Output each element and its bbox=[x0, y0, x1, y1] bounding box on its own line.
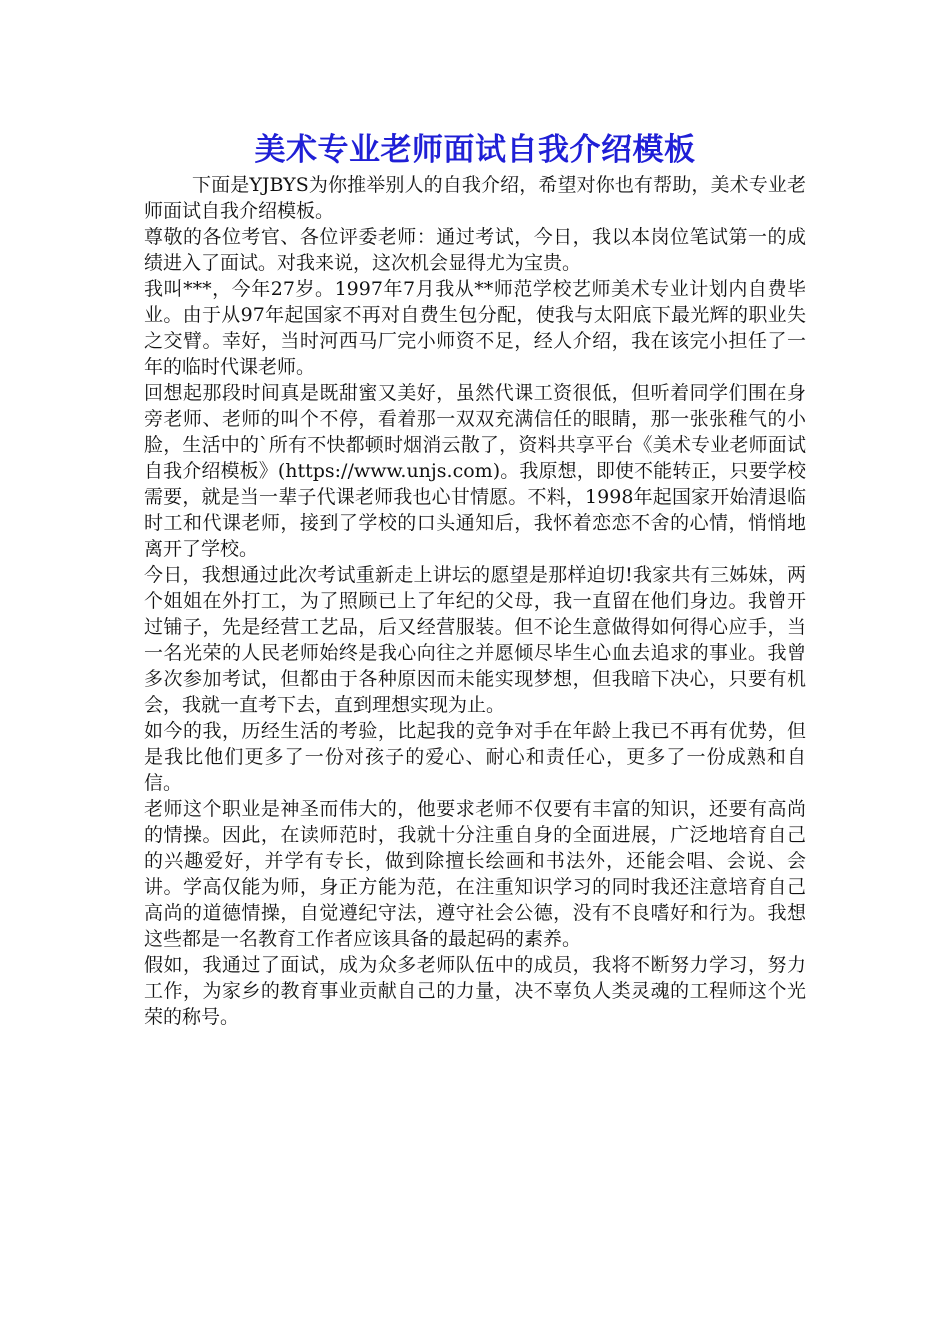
paragraph-greeting: 尊敬的各位考官、各位评委老师：通过考试，今日，我以本岗位笔试第一的成绩进入了面试。对我来说，这次机会显得尤为宝贵。 bbox=[144, 226, 806, 274]
document-content bbox=[144, 128, 806, 1030]
paragraph-background: 我叫***，今年27岁。1997年7月我从**师范学校艺师美术专业计划内自费毕业。由于从97年起国家不再对自费生包分配，使我与太阳底下最光辉的职业失之交臂。幸好，当时河西马厂完小师资不足，经人介绍，我在该完小担任了一年的临时代课老师。 bbox=[144, 278, 806, 378]
paragraph-present: 如今的我，历经生活的考验，比起我的竞争对手在年龄上我已不再有优势，但是我比他们更多了一份对孩子的爱心、耐心和责任心，更多了一份成熟和自信。 bbox=[144, 720, 806, 794]
paragraph-intro: 下面是YJBYS为你推举别人的自我介绍，希望对你也有帮助，美术专业老师面试自我介绍模板。 bbox=[144, 174, 806, 222]
paragraph-profession: 老师这个职业是神圣而伟大的，他要求老师不仅要有丰富的知识，还要有高尚的情操。因此，在读师范时，我就十分注重自身的全面进展，广泛地培育自己的兴趣爱好，并学有专长，做到除擅长绘画和书法外，还能会唱、会说、会讲。学高仅能为师，身正方能为范，在注重知识学习的同时我还注意培育自己高尚的道德情操，自觉遵纪守法，遵守社会公德，没有不良嗜好和行为。我想这些都是一名教育工作者应该具备的最起码的素养。 bbox=[144, 798, 806, 950]
paragraph-aspiration: 今日，我想通过此次考试重新走上讲坛的愿望是那样迫切!我家共有三姊妹，两个姐姐在外打工，为了照顾已上了年纪的父母，我一直留在他们身边。我曾开过铺子，先是经营工艺品，后又经营服装。但不论生意做得如何得心应手，当一名光荣的人民老师始终是我心向往之并愿倾尽毕生心血去追求的事业。我曾多次参加考试，但都由于各种原因而未能实现梦想，但我暗下决心，只要有机会，我就一直考下去，直到理想实现为止。 bbox=[144, 564, 806, 716]
paragraph-commitment: 假如，我通过了面试，成为众多老师队伍中的成员，我将不断努力学习，努力工作，为家乡的教育事业贡献自己的力量，决不辜负人类灵魂的工程师这个光荣的称号。 bbox=[144, 954, 806, 1028]
paragraph-memories: 回想起那段时间真是既甜蜜又美好，虽然代课工资很低，但听着同学们围在身旁老师、老师的叫个不停，看着那一双双充满信任的眼睛，那一张张稚气的小脸，生活中的`所有不快都顿时烟消云散了，资料共享平台《美术专业老师面试自我介绍模板》(https://www.unjs.com)。我原想，即使不能转正，只要学校需要，就是当一辈子代课老师我也心甘情愿。不料，1998年起国家开始清退临时工和代课老师，接到了学校的口头通知后，我怀着恋恋不舍的心情，悄悄地离开了学校。 bbox=[144, 382, 806, 560]
document-title: 美术专业老师面试自我介绍模板 bbox=[254, 132, 696, 168]
